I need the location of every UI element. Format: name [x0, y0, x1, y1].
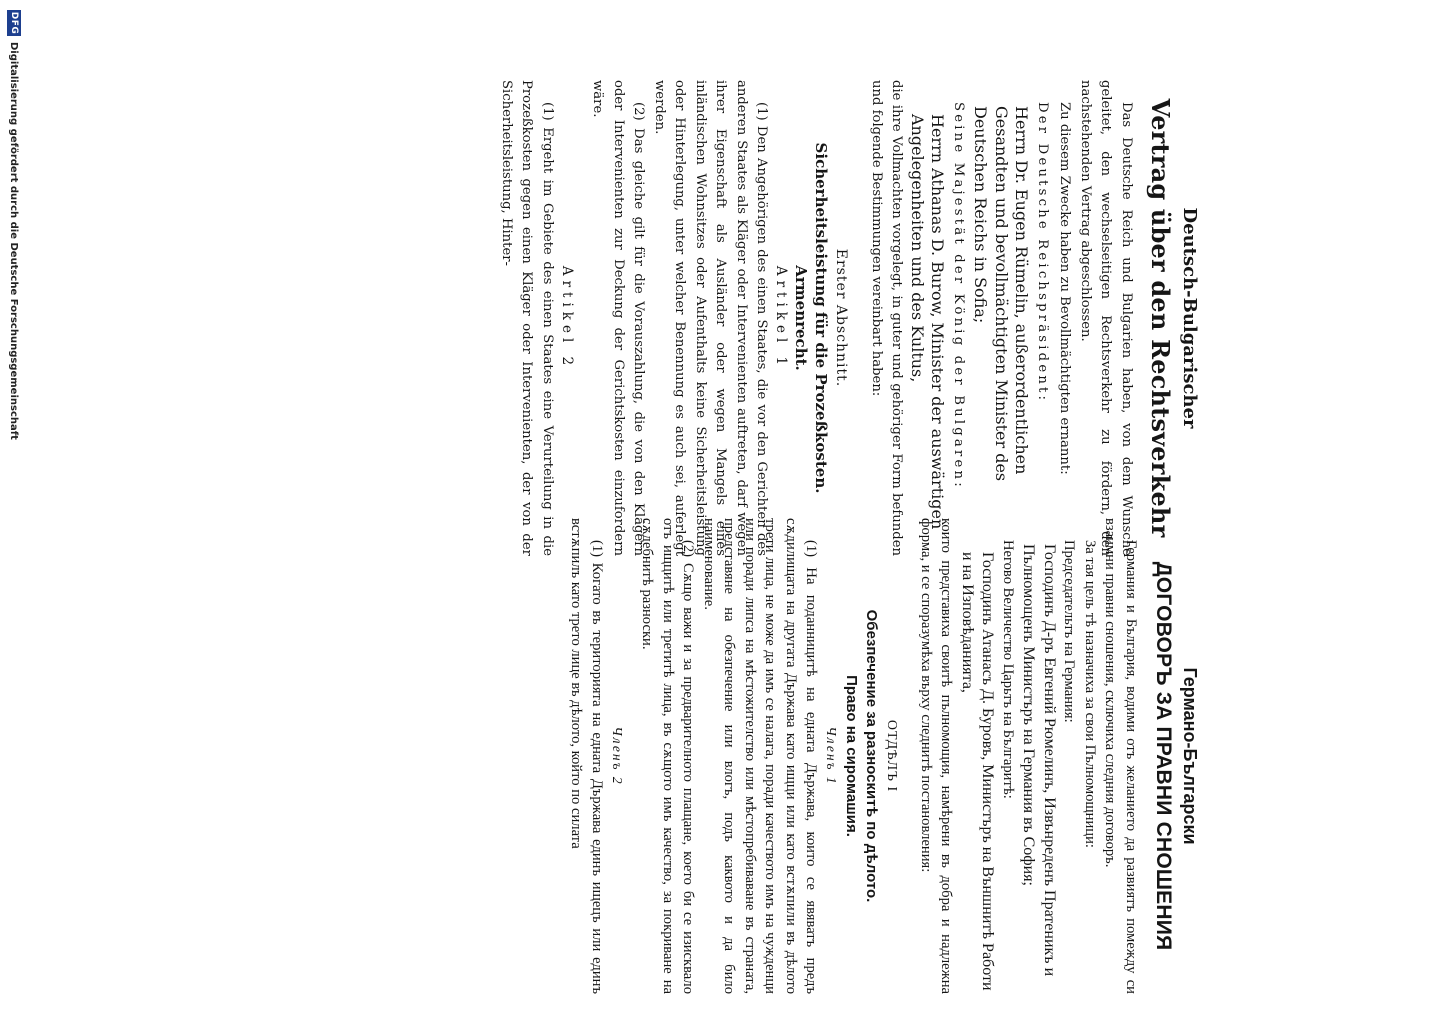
- german-party2-label: Seine Majestät der König der Bulgaren:: [951, 102, 966, 490]
- bulgarian-column: [566, 518, 1200, 994]
- german-article-2-paragraph-1: (1) Ergeht im Gebiete des einen Staates eine Verurteilung in die Prozeßkosten gegen einen Kläger oder Intervenienten, der von der Sicherheitsleistung, Hinter-: [499, 80, 555, 556]
- german-party1-delegate: Herrn Dr. Eugen Rümelin, außerordentlichen Gesandten und bevollmächtigten Minister des Deutschen Reichs in Sofia;: [971, 106, 1032, 482]
- bulgarian-article-1-paragraph-2: (2) Сѫщо важи и за предварителното плащане, което би се изисквало отъ ищцитѣ или третитѣ лица, въ сѫщото имъ качество, за покриване на сѫдебнитѣ разноски.: [639, 518, 697, 994]
- german-column: [496, 80, 1201, 556]
- german-section-title-1: Sicherheitsleistung für die Prozeßkosten.: [812, 142, 831, 494]
- german-party1-label: Der Deutsche Reichspräsident:: [1035, 102, 1050, 404]
- german-delegates-intro: Zu diesem Zwecke haben zu Bevollmächtigten ernannt:: [1057, 102, 1073, 475]
- bulgarian-party1-delegate: Господинъ Д-ръ Евгений Рюмелинъ, Извънреденъ Пратеникъ и Пълномощенъ Министъръ на Германия въ София;: [1020, 544, 1058, 977]
- dfg-logo: DFG: [9, 11, 19, 35]
- bulgarian-party2-delegate: Господинъ Атанасъ Д. Буровъ, Министъръ на Външнитѣ Работи и на Изповѣданията,: [959, 552, 997, 991]
- bulgarian-delegates-intro: За тая цель тѣ назначиха за свои Пълномощници:: [1082, 540, 1098, 848]
- german-suptitle: Deutsch-Bulgarischer: [1179, 207, 1200, 429]
- german-article-1-heading: Artikel 1: [773, 265, 790, 371]
- bulgarian-party2-label: Негово Величество Царьтъ на Българитѣ:: [1000, 540, 1016, 799]
- bulgarian-title: ДОГОВОРЪ ЗА ПРАВНИ СНОШЕНИЯ: [1152, 561, 1175, 951]
- bulgarian-party1-label: Председательтъ на Германия:: [1061, 540, 1078, 723]
- bulgarian-closing: които представиха своитѣ пълномощия, намѣрени въ добра и надлежна форма, и се споразумѣха върху следнитѣ постановления:: [918, 518, 955, 994]
- digitization-footer: [0, 0, 28, 1010]
- bulgarian-article-1-heading: Членъ 1: [824, 726, 840, 786]
- german-article-1-paragraph-1: (1) Den Angehörigen des einen Staates, die vor den Gerichten des anderen Staates als Kläger oder Intervenienten auftreten, darf wegen ihrer Eigenschaft als Ausländer oder wegen Mangels eines inländischen Wohnsitzes oder Aufenthalts keine Sicherheitsleistung oder Hinterlegung, unter welcher Benennung es auch sei, auferlegt werden.: [652, 80, 770, 556]
- german-article-2-heading: Artikel 2: [559, 265, 575, 371]
- german-preamble: Das Deutsche Reich und Bulgarien haben, von dem Wunsche geleitet, den wechselseitigen Rechtsverkehr zu fördern, den nachstehenden Vertrag abgeschlossen.: [1078, 80, 1134, 556]
- bulgarian-section-title-2: Право на сиромашия.: [843, 675, 861, 837]
- german-closing: die ihre Vollmachten vorgelegt, in guter und gehöriger Form befunden und folgende Bestimmungen vereinbart haben:: [869, 80, 905, 556]
- bulgarian-article-2-heading: Членъ 2: [610, 726, 625, 786]
- bulgarian-preamble: Германия и България, водими отъ желанието да развиятъ помежду си взаимни правни сношения, сключиха следния договоръ.: [1102, 518, 1139, 994]
- german-section-title-2: Armenrecht.: [792, 265, 811, 371]
- german-article-1-paragraph-2: (2) Das gleiche gilt für die Vorauszahlung, die von den Klägern oder Intervenienten zur Deckung der Gerichtskosten einzufordern wäre.: [590, 80, 647, 556]
- german-party2-delegate: Herrn Athanas D. Burow, Minister der auswärtigen Angelegenheiten und des Kultus,: [908, 114, 948, 530]
- german-section-heading: Erster Abschnitt.: [833, 248, 850, 388]
- bulgarian-section-title-1: Обезпечение за разноскитѣ по дѣлото.: [863, 609, 881, 903]
- digitization-credit: Digitalisierung gefördert durch die Deutsche Forschungsgemeinschaft: [8, 42, 20, 440]
- bulgarian-article-2-paragraph-1: (1) Когато въ територията на едната Държава единъ ищецъ или единъ встѫпилъ като трето лице въ дѣлото, който по силата: [568, 518, 605, 994]
- bulgarian-article-1-paragraph-1: (1) На поданницитѣ на едната Държава, които се явяватъ предъ сѫдилищата на другата Държава като ищци или като встѫпили въ дѣлото трети лица, не може да имъ се налага, поради качеството имъ на чужденци или поради липса на мѣстожителство или мѣстопребиваване въ страната, представяне на обезпечение или влогъ, подъ каквото и да било наименование.: [701, 518, 820, 994]
- german-title: Vertrag über den Rechtsverkehr: [1146, 98, 1175, 538]
- bulgarian-suptitle: Германо-Български: [1180, 667, 1200, 845]
- bulgarian-section-heading: ОТДѢЛЪ I: [884, 719, 900, 793]
